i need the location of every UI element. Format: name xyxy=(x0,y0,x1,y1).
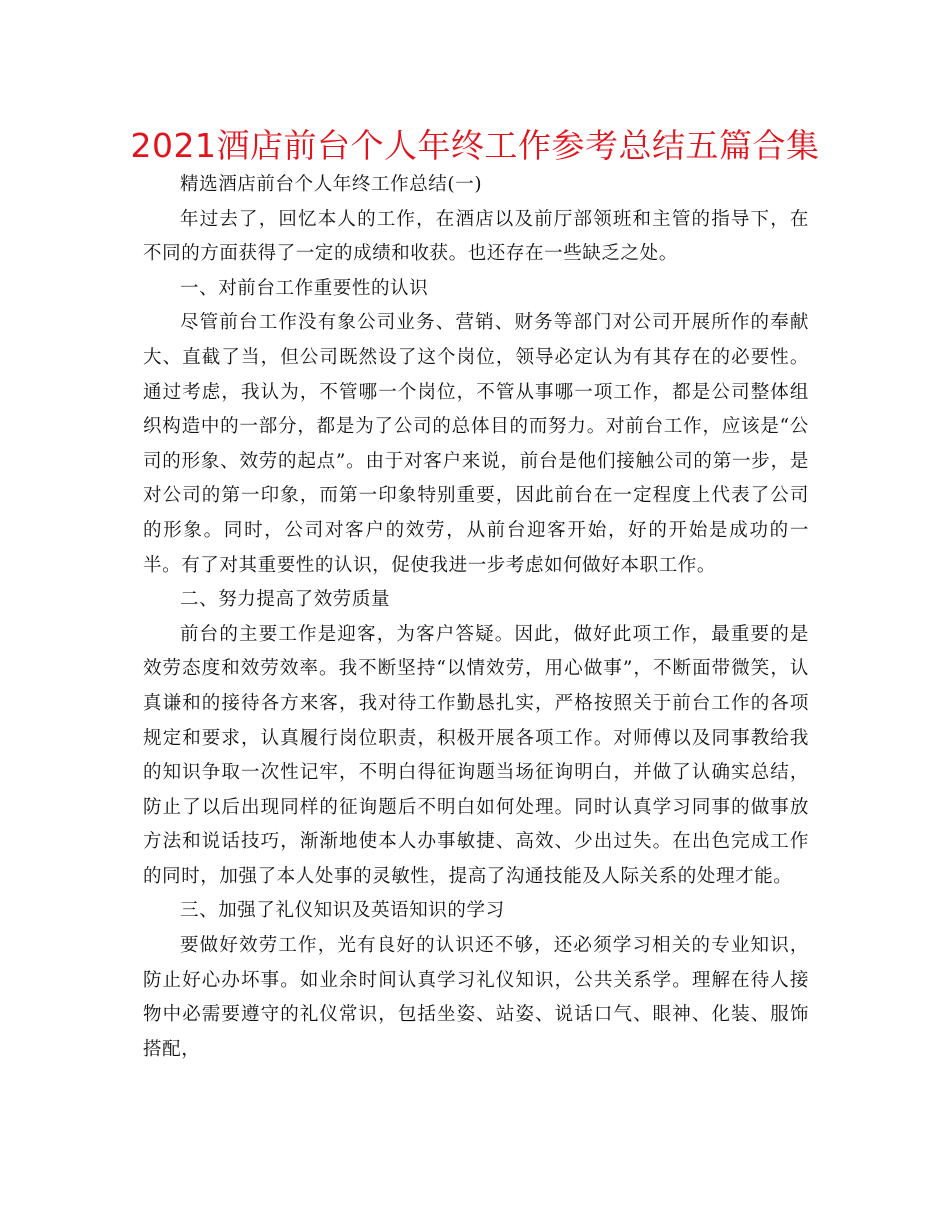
document-title: 2021酒店前台个人年终工作参考总结五篇合集 xyxy=(130,126,820,165)
body-paragraph: 要做好效劳工作，光有良好的认识还不够，还必须学习相关的专业知识，防止好心办坏事。如业余时间认真学习礼仪知识，公共关系学。理解在待人接物中必需要遵守的礼仪常识，包括坐姿、站姿、说话口气、眼神、化装、服饰搭配， xyxy=(143,935,809,1060)
body-paragraph: 尽管前台工作没有象公司业务、营销、财务等部门对公司开展所作的奉献大、直截了当，但公司既然设了这个岗位，领导必定认为有其存在的必要性。通过考虑，我认为，不管哪一个岗位，不管从事哪一项工作，都是公司整体组织构造中的一部分，都是为了公司的总体目的而努力。对前台工作，应该是“公司的形象、效劳的起点”。由于对客户来说，前台是他们接触公司的第一步，是对公司的第一印象，而第一印象特别重要，因此前台在一定程度上代表了公司的形象。同时，公司对客户的效劳，从前台迎客开始，好的开始是成功的一半。有了对其重要性的认识，促使我进一步考虑如何做好本职工作。 xyxy=(143,312,809,576)
document-body xyxy=(143,168,809,1067)
section-heading: 一、对前台工作重要性的认识 xyxy=(180,277,429,299)
section-heading: 二、努力提高了效劳质量 xyxy=(180,589,391,611)
body-paragraph: 前台的主要工作是迎客，为客户答疑。因此，做好此项工作，最重要的是效劳态度和效劳效率。我不断坚持“以情效劳，用心做事”，不断面带微笑，认真谦和的接待各方来客，我对待工作勤恳扎实，严格按照关于前台工作的各项规定和要求，认真履行岗位职责，积极开展各项工作。对师傅以及同事教给我的知识争取一次性记牢，不明白得征询题当场征询明白，并做了认确实总结，防止了以后出现同样的征询题后不明白如何处理。同时认真学习同事的做事放方法和说话技巧，渐渐地使本人办事敏捷、高效、少出过失。在出色完成工作的同时，加强了本人处事的灵敏性，提高了沟通技能及人际关系的处理才能。 xyxy=(143,623,809,887)
section-heading: 精选酒店前台个人年终工作总结(一) xyxy=(180,174,483,195)
body-paragraph: 年过去了，回忆本人的工作，在酒店以及前厅部领班和主管的指导下，在不同的方面获得了一定的成绩和收获。也还存在一些缺乏之处。 xyxy=(143,208,809,265)
section-heading: 三、加强了礼仪知识及英语知识的学习 xyxy=(180,900,505,922)
